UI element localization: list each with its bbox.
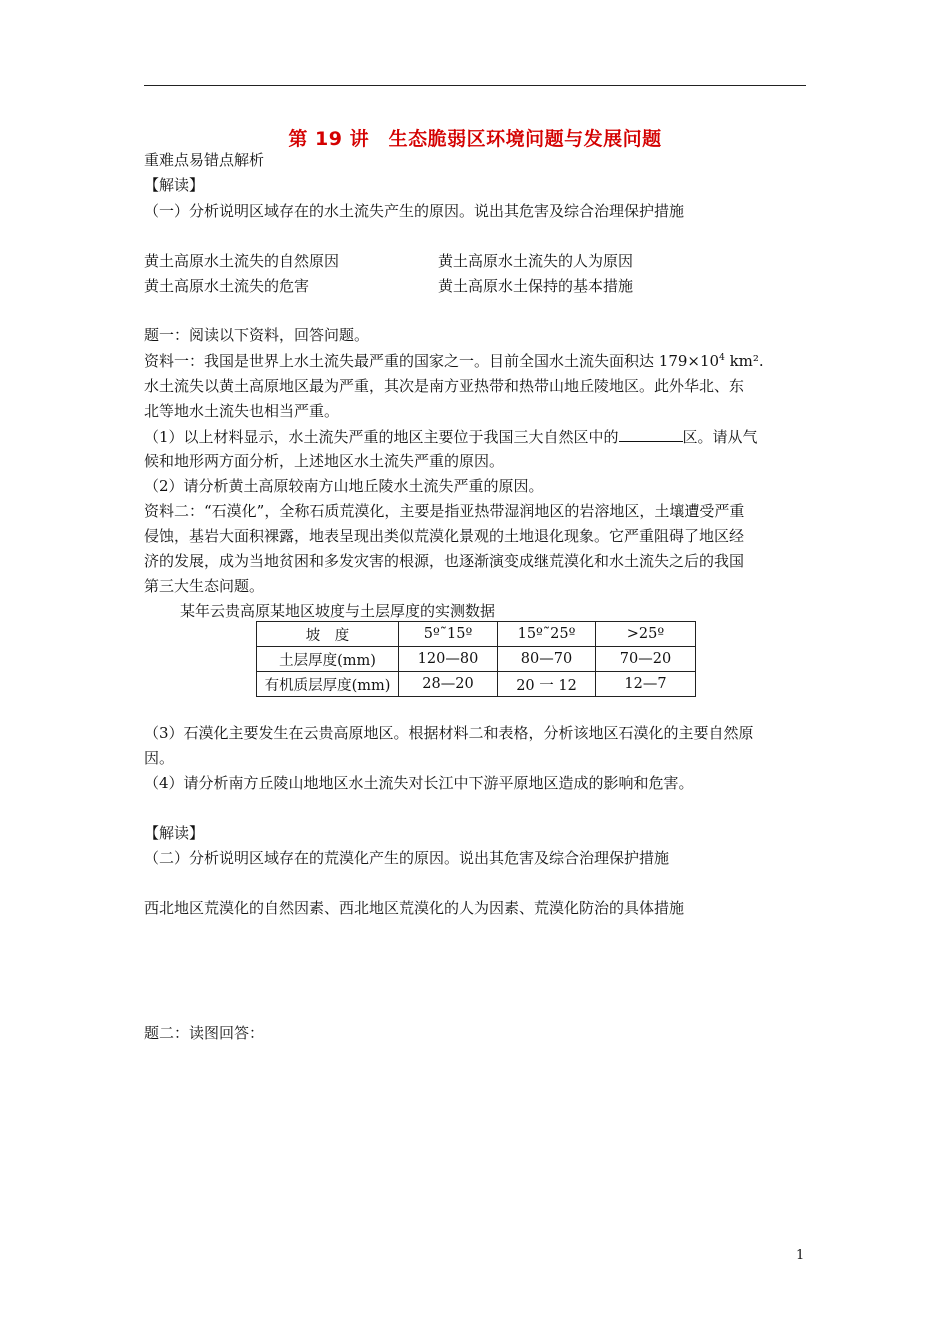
question1-part1-cont: 候和地形两方面分析，上述地区水土流失严重的原因。 bbox=[144, 452, 505, 470]
table-cell: 80—70 bbox=[498, 647, 596, 672]
section2-heading: 【解读】 bbox=[144, 824, 205, 842]
section1-item-human-causes: 黄土高原水土流失的人为原因 bbox=[438, 252, 634, 270]
table-cell: 有机质层厚度(mm) bbox=[257, 672, 399, 697]
header-rule bbox=[144, 85, 806, 86]
table-caption: 某年云贵高原某地区坡度与土层厚度的实测数据 bbox=[180, 602, 496, 620]
page-number: 1 bbox=[796, 1248, 805, 1263]
page-title: 第 19 讲 生态脆弱区环境问题与发展问题 bbox=[288, 128, 662, 150]
table-header-cell: 5º˜15º bbox=[399, 622, 498, 647]
answer-blank bbox=[619, 426, 683, 442]
table-cell: 28—20 bbox=[399, 672, 498, 697]
section2-topic: （二）分析说明区域存在的荒漠化产生的原因。说出其危害及综合治理保护措施 bbox=[144, 849, 670, 867]
section1-heading: 【解读】 bbox=[144, 176, 205, 194]
material2-line3: 济的发展，成为当地贫困和多发灾害的根源，也逐渐演变成继荒漠化和水土流失之后的我国 bbox=[144, 552, 745, 570]
material1-line2: 水土流失以黄土高原地区最为严重，其次是南方亚热带和热带山地丘陵地区。此外华北、东 bbox=[144, 377, 745, 395]
material2-line4: 第三大生态问题。 bbox=[144, 577, 265, 595]
table-header-cell: >25º bbox=[596, 622, 696, 647]
subtitle: 重难点易错点解析 bbox=[144, 151, 265, 169]
slope-soil-table bbox=[256, 621, 696, 697]
table-cell: 20 一 12 bbox=[498, 672, 596, 697]
question1-part3-line1: （3）石漠化主要发生在云贵高原地区。根据材料二和表格，分析该地区石漠化的主要自然原 bbox=[144, 724, 754, 742]
section1-item-natural-causes: 黄土高原水土流失的自然原因 bbox=[144, 252, 340, 270]
section1-item-measures: 黄土高原水土保持的基本措施 bbox=[438, 277, 634, 295]
question1-part4: （4）请分析南方丘陵山地地区水土流失对长江中下游平原地区造成的影响和危害。 bbox=[144, 774, 694, 792]
table-row bbox=[257, 672, 696, 697]
question1-part2: （2）请分析黄土高原较南方山地丘陵水土流失严重的原因。 bbox=[144, 477, 544, 495]
section1-item-hazards: 黄土高原水土流失的危害 bbox=[144, 277, 310, 295]
table-cell: 70—20 bbox=[596, 647, 696, 672]
material2-line1: 资料二：“石漠化”，全称石质荒漠化，主要是指亚热带湿润地区的岩溶地区，土壤遭受严重 bbox=[144, 502, 745, 520]
table-cell: 120—80 bbox=[399, 647, 498, 672]
material1-line3: 北等地水土流失也相当严重。 bbox=[144, 402, 340, 420]
table-cell: 土层厚度(mm) bbox=[257, 647, 399, 672]
table-header-cell: 坡 度 bbox=[257, 622, 399, 647]
table-row bbox=[257, 647, 696, 672]
question1-part3-line2: 因。 bbox=[144, 749, 175, 767]
section2-items: 西北地区荒漠化的自然因素、西北地区荒漠化的人为因素、荒漠化防治的具体措施 bbox=[144, 899, 685, 917]
table-header-cell: 15º˜25º bbox=[498, 622, 596, 647]
material2-line2: 侵蚀，基岩大面积裸露，地表呈现出类似荒漠化景观的土地退化现象。它严重阻碍了地区经 bbox=[144, 527, 745, 545]
question1-part1: （1）以上材料显示，水土流失严重的地区主要位于我国三大自然区中的 区。请从气 bbox=[144, 428, 758, 446]
material1-line1: 资料一：我国是世界上水土流失最严重的国家之一。目前全国水土流失面积达 $179\times 10^4$ km². bbox=[144, 352, 764, 370]
table-header-row bbox=[257, 622, 696, 647]
question1-intro: 题一：阅读以下资料，回答问题。 bbox=[144, 326, 370, 344]
table-cell: 12—7 bbox=[596, 672, 696, 697]
question2-intro: 题二：读图回答： bbox=[144, 1024, 265, 1042]
section1-topic: （一）分析说明区域存在的水土流失产生的原因。说出其危害及综合治理保护措施 bbox=[144, 202, 685, 220]
